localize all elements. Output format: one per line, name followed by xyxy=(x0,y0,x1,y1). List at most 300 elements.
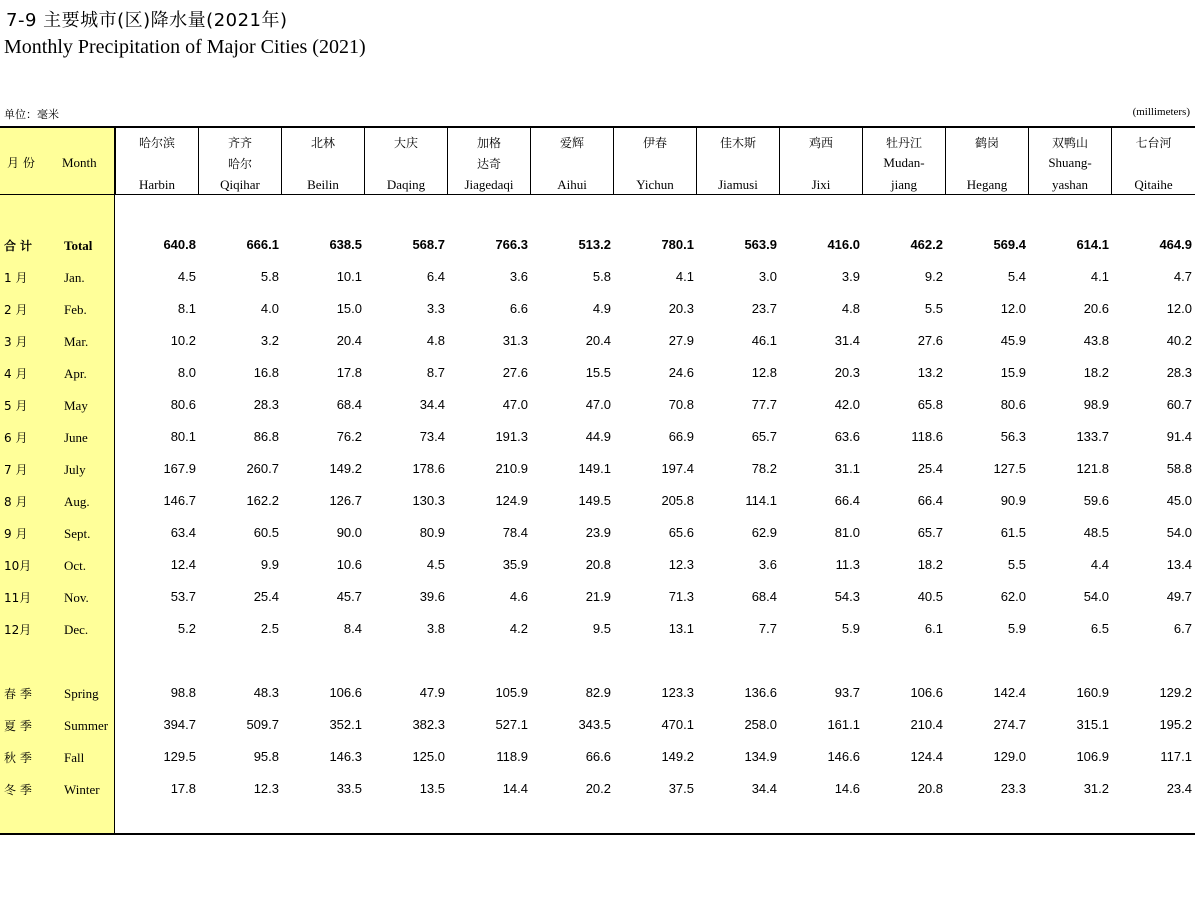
row-label-en: Fall xyxy=(64,750,85,765)
unit-label-cn: 单位：毫米 xyxy=(4,108,59,121)
table-cell: 12.3 xyxy=(253,781,279,796)
table-cell: 86.8 xyxy=(253,429,279,444)
table-cell: 210.4 xyxy=(910,717,943,732)
table-cell: 71.3 xyxy=(668,589,694,604)
row-label-en: Feb. xyxy=(64,302,87,317)
table-cell: 42.0 xyxy=(834,397,860,412)
table-cell: 780.1 xyxy=(661,237,694,252)
table-cell: 15.0 xyxy=(336,301,362,316)
table-cell: 527.1 xyxy=(495,717,528,732)
table-cell: 5.5 xyxy=(1007,557,1026,572)
table-cell: 58.8 xyxy=(1166,461,1192,476)
table-cell: 105.9 xyxy=(495,685,528,700)
table-cell: 117.1 xyxy=(1160,749,1192,764)
table-cell: 6.4 xyxy=(426,269,445,284)
table-cell: 80.1 xyxy=(170,429,196,444)
city-name-cn: 双鸭山 xyxy=(1051,136,1088,150)
table-cell: 205.8 xyxy=(661,493,694,508)
row-label-en: May xyxy=(64,398,88,413)
city-name-cn: 爱辉 xyxy=(559,136,584,150)
table-cell: 31.2 xyxy=(1083,781,1109,796)
table-cell: 2.5 xyxy=(260,621,279,636)
city-name-en: Qiqihar xyxy=(220,177,260,192)
table-cell: 20.6 xyxy=(1083,301,1109,316)
table-cell: 666.1 xyxy=(246,237,279,252)
table-cell: 65.6 xyxy=(668,525,694,540)
table-row xyxy=(0,523,1195,543)
table-cell: 146.3 xyxy=(329,749,362,764)
table-row xyxy=(0,299,1195,319)
row-label-en: July xyxy=(64,462,86,477)
table-cell: 47.9 xyxy=(419,685,445,700)
city-name-en: Jiagedaqi xyxy=(464,177,514,192)
table-cell: 46.1 xyxy=(751,333,777,348)
row-label-en: Aug. xyxy=(64,494,90,509)
city-name-cn-line2: 哈尔 xyxy=(227,157,252,171)
table-cell: 54.0 xyxy=(1083,589,1109,604)
title-cn: 7-9 主要城市(区)降水量(2021年) xyxy=(6,10,288,31)
table-cell: 23.7 xyxy=(751,301,777,316)
column-header xyxy=(530,128,613,194)
table-cell: 70.8 xyxy=(668,397,694,412)
table-cell: 27.6 xyxy=(502,365,528,380)
column-header xyxy=(115,128,198,194)
table-cell: 48.5 xyxy=(1083,525,1109,540)
table-row xyxy=(0,555,1195,575)
row-label-cn: 冬 季 xyxy=(4,783,32,797)
table-row xyxy=(0,459,1195,479)
table-cell: 20.3 xyxy=(668,301,694,316)
table-cell: 17.8 xyxy=(336,365,362,380)
table-cell: 24.6 xyxy=(668,365,694,380)
city-name-en: Qitaihe xyxy=(1134,177,1173,192)
column-header xyxy=(447,128,530,194)
table-cell: 191.3 xyxy=(495,429,528,444)
table-cell: 6.6 xyxy=(509,301,528,316)
table-cell: 470.1 xyxy=(661,717,694,732)
table-cell: 78.4 xyxy=(502,525,528,540)
table-cell: 640.8 xyxy=(163,237,196,252)
table-cell: 65.7 xyxy=(917,525,943,540)
city-name-cn: 七台河 xyxy=(1135,136,1172,150)
city-name-en-line1: Mudan- xyxy=(883,155,925,170)
row-label-cn: 1 月 xyxy=(4,271,28,285)
table-cell: 21.9 xyxy=(585,589,611,604)
table-cell: 8.1 xyxy=(177,301,196,316)
table-cell: 91.4 xyxy=(1166,429,1192,444)
table-cell: 4.1 xyxy=(1090,269,1109,284)
table-cell: 62.9 xyxy=(751,525,777,540)
table-cell: 34.4 xyxy=(751,781,777,796)
table-cell: 130.3 xyxy=(412,493,445,508)
column-header xyxy=(613,128,696,194)
table-cell: 106.6 xyxy=(910,685,943,700)
table-cell: 258.0 xyxy=(744,717,777,732)
table-cell: 68.4 xyxy=(336,397,362,412)
table-cell: 18.2 xyxy=(917,557,943,572)
table-cell: 114.1 xyxy=(745,493,777,508)
table-cell: 149.2 xyxy=(329,461,362,476)
table-cell: 118.6 xyxy=(911,429,943,444)
table-cell: 45.7 xyxy=(336,589,362,604)
table-cell: 31.4 xyxy=(834,333,860,348)
table-cell: 80.6 xyxy=(170,397,196,412)
column-header xyxy=(696,128,779,194)
unit-label-en: (millimeters) xyxy=(1132,106,1190,118)
city-name-en: Daqing xyxy=(386,177,426,192)
table-cell: 65.8 xyxy=(917,397,943,412)
table-cell: 98.8 xyxy=(170,685,196,700)
table-cell: 93.7 xyxy=(834,685,860,700)
table-cell: 343.5 xyxy=(578,717,611,732)
table-cell: 31.1 xyxy=(834,461,860,476)
city-name-cn: 加格 xyxy=(476,136,501,150)
table-cell: 124.4 xyxy=(910,749,943,764)
table-cell: 121.8 xyxy=(1076,461,1109,476)
table-cell: 90.0 xyxy=(336,525,362,540)
table-cell: 126.7 xyxy=(329,493,362,508)
table-cell: 25.4 xyxy=(253,589,279,604)
city-name-cn-line2: 达奇 xyxy=(476,157,501,171)
table-cell: 18.2 xyxy=(1083,365,1109,380)
row-label-cn: 7 月 xyxy=(4,463,28,477)
table-cell: 68.4 xyxy=(751,589,777,604)
city-name-en: Harbin xyxy=(138,177,176,192)
header-month-en: Month xyxy=(62,155,97,170)
column-header xyxy=(1028,128,1111,194)
table-cell: 13.5 xyxy=(419,781,445,796)
city-name-cn: 大庆 xyxy=(393,136,418,150)
table-cell: 60.7 xyxy=(1166,397,1192,412)
table-cell: 8.7 xyxy=(426,365,445,380)
table-cell: 146.7 xyxy=(163,493,196,508)
table-cell: 48.3 xyxy=(253,685,279,700)
table-cell: 142.4 xyxy=(993,685,1026,700)
row-label-en: Spring xyxy=(64,686,99,701)
table-cell: 35.9 xyxy=(502,557,528,572)
table-cell: 17.8 xyxy=(170,781,196,796)
table-cell: 14.6 xyxy=(834,781,860,796)
table-cell: 20.3 xyxy=(834,365,860,380)
table-cell: 6.7 xyxy=(1173,621,1192,636)
row-label-en: Sept. xyxy=(64,526,91,541)
table-cell: 6.1 xyxy=(924,621,943,636)
table-cell: 76.2 xyxy=(336,429,362,444)
table-cell: 4.5 xyxy=(177,269,196,284)
table-cell: 614.1 xyxy=(1076,237,1109,252)
row-label-en: Mar. xyxy=(64,334,89,349)
table-cell: 4.5 xyxy=(426,557,445,572)
table-cell: 4.9 xyxy=(592,301,611,316)
table-cell: 90.9 xyxy=(1000,493,1026,508)
table-cell: 4.0 xyxy=(260,301,279,316)
table-cell: 31.3 xyxy=(502,333,528,348)
table-cell: 106.9 xyxy=(1076,749,1109,764)
column-header xyxy=(1111,128,1195,194)
table-cell: 178.6 xyxy=(412,461,445,476)
table-cell: 34.4 xyxy=(419,397,445,412)
row-label-cn: 6 月 xyxy=(4,431,28,445)
table-cell: 15.5 xyxy=(585,365,611,380)
city-name-en: Aihui xyxy=(557,177,587,192)
table-cell: 118.9 xyxy=(496,749,528,764)
table-cell: 129.0 xyxy=(993,749,1026,764)
table-cell: 513.2 xyxy=(578,237,611,252)
row-label-en: Oct. xyxy=(64,558,87,573)
table-cell: 65.7 xyxy=(751,429,777,444)
table-row xyxy=(0,363,1195,383)
table-cell: 66.4 xyxy=(834,493,860,508)
table-cell: 20.8 xyxy=(917,781,943,796)
table-row xyxy=(0,491,1195,511)
table-cell: 66.4 xyxy=(917,493,943,508)
row-label-en: Jan. xyxy=(64,270,85,285)
table-cell: 3.0 xyxy=(758,269,777,284)
table-cell: 14.4 xyxy=(502,781,528,796)
table-cell: 416.0 xyxy=(827,237,860,252)
table-row xyxy=(0,395,1195,415)
table-cell: 27.9 xyxy=(668,333,694,348)
table-cell: 25.4 xyxy=(917,461,943,476)
table-cell: 5.9 xyxy=(1007,621,1026,636)
table-cell: 127.5 xyxy=(993,461,1026,476)
city-name-en: Yichun xyxy=(636,177,674,192)
table-cell: 10.2 xyxy=(170,333,196,348)
table-cell: 5.8 xyxy=(260,269,279,284)
table-row xyxy=(0,587,1195,607)
table-cell: 149.5 xyxy=(578,493,611,508)
table-cell: 37.5 xyxy=(668,781,694,796)
table-cell: 27.6 xyxy=(917,333,943,348)
title-en: Monthly Precipitation of Major Cities (2021) xyxy=(4,36,366,58)
table-cell: 464.9 xyxy=(1159,237,1192,252)
table-cell: 43.8 xyxy=(1083,333,1109,348)
table-cell: 12.0 xyxy=(1166,301,1192,316)
row-label-cn: 11月 xyxy=(4,591,32,605)
table-cell: 20.8 xyxy=(585,557,611,572)
table-cell: 49.7 xyxy=(1166,589,1192,604)
table-cell: 160.9 xyxy=(1076,685,1109,700)
row-label-cn: 9 月 xyxy=(4,527,28,541)
table-cell: 9.2 xyxy=(924,269,943,284)
city-name-cn: 北林 xyxy=(310,136,335,150)
table-cell: 125.0 xyxy=(412,749,445,764)
table-cell: 6.5 xyxy=(1090,621,1109,636)
table-cell: 4.8 xyxy=(426,333,445,348)
table-cell: 509.7 xyxy=(246,717,279,732)
table-cell: 8.0 xyxy=(177,365,196,380)
table-cell: 4.8 xyxy=(841,301,860,316)
table-cell: 568.7 xyxy=(412,237,445,252)
table-cell: 66.6 xyxy=(585,749,611,764)
table-cell: 11.3 xyxy=(835,557,860,572)
table-cell: 28.3 xyxy=(253,397,279,412)
row-label-en: Apr. xyxy=(64,366,87,381)
table-cell: 81.0 xyxy=(834,525,860,540)
table-cell: 129.5 xyxy=(163,749,196,764)
table-cell: 45.9 xyxy=(1000,333,1026,348)
row-label-cn: 2 月 xyxy=(4,303,28,317)
table-cell: 766.3 xyxy=(495,237,528,252)
table-cell: 129.2 xyxy=(1159,685,1192,700)
table-cell: 4.1 xyxy=(675,269,694,284)
column-header xyxy=(945,128,1028,194)
table-cell: 59.6 xyxy=(1083,493,1109,508)
table-cell: 197.4 xyxy=(661,461,694,476)
row-label-en: June xyxy=(64,430,88,445)
table-cell: 54.0 xyxy=(1166,525,1192,540)
table-cell: 12.4 xyxy=(170,557,196,572)
table-row xyxy=(0,267,1195,287)
table-cell: 16.8 xyxy=(253,365,279,380)
city-name-en: Beilin xyxy=(307,177,339,192)
column-header xyxy=(364,128,447,194)
table-cell: 3.3 xyxy=(426,301,445,316)
table-cell: 4.2 xyxy=(509,621,528,636)
table-cell: 260.7 xyxy=(246,461,279,476)
table-cell: 3.8 xyxy=(426,621,445,636)
table-cell: 12.0 xyxy=(1000,301,1026,316)
table-cell: 40.2 xyxy=(1166,333,1192,348)
table-cell: 61.5 xyxy=(1000,525,1026,540)
table-cell: 394.7 xyxy=(163,717,196,732)
city-name-en-line1: Shuang- xyxy=(1048,155,1092,170)
table-row xyxy=(0,683,1195,703)
table-cell: 9.5 xyxy=(592,621,611,636)
table-cell: 47.0 xyxy=(585,397,611,412)
table-cell: 3.2 xyxy=(260,333,279,348)
table-cell: 80.6 xyxy=(1000,397,1026,412)
table-cell: 12.3 xyxy=(668,557,694,572)
table-cell: 462.2 xyxy=(910,237,943,252)
table-cell: 8.4 xyxy=(343,621,362,636)
table-cell: 4.7 xyxy=(1173,269,1192,284)
table-cell: 563.9 xyxy=(744,237,777,252)
column-header xyxy=(198,128,281,194)
row-label-cn: 合计 xyxy=(4,239,37,253)
table-row xyxy=(0,747,1195,767)
table-cell: 13.2 xyxy=(917,365,943,380)
column-header xyxy=(281,128,364,194)
table-cell: 40.5 xyxy=(917,589,943,604)
table-cell: 136.6 xyxy=(744,685,777,700)
row-label-cn: 5 月 xyxy=(4,399,28,413)
table-cell: 44.9 xyxy=(585,429,611,444)
row-label-cn: 12月 xyxy=(4,623,32,637)
city-name-en: Hegang xyxy=(966,177,1008,192)
table-cell: 20.4 xyxy=(585,333,611,348)
city-name-en: Jixi xyxy=(811,177,831,192)
table-cell: 4.4 xyxy=(1090,557,1109,572)
table-cell: 23.9 xyxy=(585,525,611,540)
table-cell: 123.3 xyxy=(661,685,694,700)
table-cell: 5.8 xyxy=(592,269,611,284)
city-name-cn: 佳木斯 xyxy=(719,136,756,150)
row-label-cn: 4 月 xyxy=(4,367,28,381)
column-header xyxy=(862,128,945,194)
city-name-cn: 鸡西 xyxy=(808,136,833,150)
table-cell: 162.2 xyxy=(246,493,279,508)
table-cell: 638.5 xyxy=(329,237,362,252)
city-name-cn: 鹤岗 xyxy=(974,136,999,150)
table-row xyxy=(0,715,1195,735)
table-cell: 9.9 xyxy=(260,557,279,572)
table-cell: 20.2 xyxy=(585,781,611,796)
table-cell: 569.4 xyxy=(993,237,1026,252)
table-cell: 56.3 xyxy=(1000,429,1026,444)
table-cell: 33.5 xyxy=(336,781,362,796)
row-label-en: Dec. xyxy=(64,622,89,637)
table-cell: 98.9 xyxy=(1083,397,1109,412)
table-cell: 12.8 xyxy=(751,365,777,380)
table-cell: 13.1 xyxy=(668,621,694,636)
row-label-cn: 夏 季 xyxy=(4,719,32,733)
row-label-en: Summer xyxy=(64,718,109,733)
table-cell: 54.3 xyxy=(834,589,860,604)
table-cell: 210.9 xyxy=(495,461,528,476)
table-cell: 315.1 xyxy=(1076,717,1109,732)
table-cell: 134.9 xyxy=(744,749,777,764)
table-cell: 80.9 xyxy=(419,525,445,540)
table-cell: 352.1 xyxy=(329,717,362,732)
city-name-en: Jiamusi xyxy=(718,177,758,192)
table-cell: 10.1 xyxy=(336,269,362,284)
city-name-cn: 伊春 xyxy=(642,136,667,150)
table-cell: 66.9 xyxy=(668,429,694,444)
row-label-en: Total xyxy=(64,238,93,253)
row-label-cn: 8 月 xyxy=(4,495,28,509)
table-cell: 63.6 xyxy=(834,429,860,444)
table-cell: 23.4 xyxy=(1166,781,1192,796)
table-cell: 274.7 xyxy=(993,717,1026,732)
table-cell: 53.7 xyxy=(170,589,196,604)
table-cell: 3.9 xyxy=(841,269,860,284)
row-label-en: Nov. xyxy=(64,590,89,605)
table-cell: 23.3 xyxy=(1000,781,1026,796)
table-cell: 106.6 xyxy=(329,685,362,700)
table-cell: 77.7 xyxy=(751,397,777,412)
column-header xyxy=(779,128,862,194)
table-cell: 73.4 xyxy=(419,429,445,444)
city-name-cn: 哈尔滨 xyxy=(138,136,175,150)
table-cell: 7.7 xyxy=(758,621,777,636)
table-cell: 15.9 xyxy=(1000,365,1026,380)
precipitation-table xyxy=(0,126,1195,835)
table-cell: 20.4 xyxy=(336,333,362,348)
total-row xyxy=(0,235,1195,255)
table-cell: 133.7 xyxy=(1076,429,1109,444)
table-row xyxy=(0,331,1195,351)
table-cell: 146.6 xyxy=(827,749,860,764)
table-row xyxy=(0,619,1195,639)
city-name-cn: 齐齐 xyxy=(227,136,252,150)
table-cell: 161.1 xyxy=(827,717,860,732)
city-name-en: jiang xyxy=(891,177,917,192)
table-cell: 28.3 xyxy=(1166,365,1192,380)
table-cell: 63.4 xyxy=(170,525,196,540)
table-cell: 78.2 xyxy=(751,461,777,476)
table-header xyxy=(0,128,1195,195)
city-name-cn: 牡丹江 xyxy=(885,136,922,150)
table-cell: 39.6 xyxy=(419,589,445,604)
table-cell: 5.2 xyxy=(177,621,196,636)
table-cell: 5.5 xyxy=(924,301,943,316)
table-cell: 124.9 xyxy=(495,493,528,508)
table-cell: 10.6 xyxy=(336,557,362,572)
table-cell: 3.6 xyxy=(509,269,528,284)
row-label-cn: 10月 xyxy=(4,559,32,573)
table-cell: 5.9 xyxy=(841,621,860,636)
